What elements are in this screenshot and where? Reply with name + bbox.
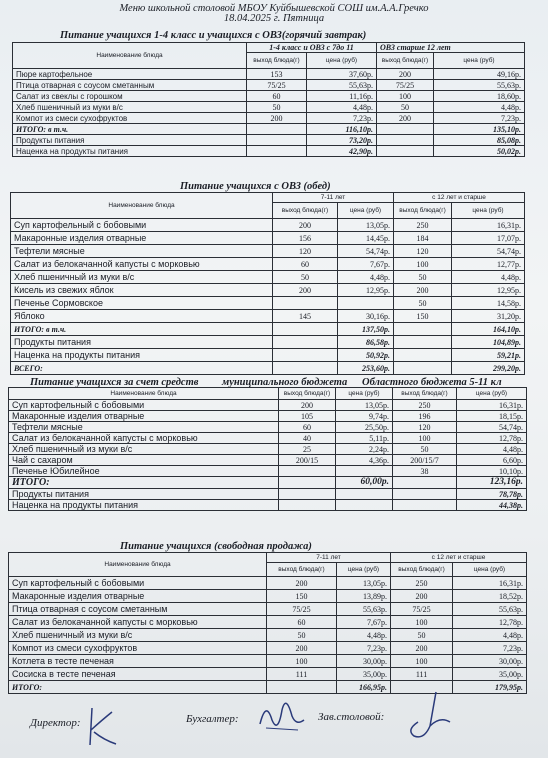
- portion-b: 200: [377, 69, 434, 80]
- portion-a: 200: [267, 642, 337, 655]
- price-b: 7,23р.: [434, 113, 525, 124]
- menu-item-row: [13, 113, 525, 124]
- products-row: Продукты питания 73,20р. 85,08р.: [13, 135, 525, 146]
- col-out-header: выход блюда(г): [377, 53, 434, 69]
- total-row: ИТОГО: в т.ч. 116,10р. 135,10р.: [13, 124, 525, 135]
- portion-a: 25: [279, 444, 336, 455]
- price-b: 49,16р.: [434, 69, 525, 80]
- dish-name: Хлеб пшеничный из муки в/с: [9, 444, 279, 455]
- dish-name: Макаронные изделия отварные: [9, 411, 279, 422]
- products-row: Продукты питания 86,58р. 104,89р.: [11, 336, 525, 349]
- menu-item-row: [11, 219, 525, 232]
- section-budget-municipal: муниципального бюджета: [222, 377, 348, 388]
- portion-a: 156: [273, 232, 338, 245]
- col-out-header: выход блюда(г): [267, 563, 337, 577]
- price-a: [336, 466, 393, 477]
- col-name-header: Наименование блюда: [11, 193, 273, 219]
- price-b: 10,10р.: [457, 466, 527, 477]
- portion-b: 50: [391, 629, 453, 642]
- menu-item-row: [13, 102, 525, 113]
- price-a: [338, 297, 394, 310]
- price-a: 9,74р.: [336, 411, 393, 422]
- price-a: 4,48р.: [337, 629, 391, 642]
- price-b: 12,78р.: [457, 433, 527, 444]
- price-b: 6,60р.: [457, 455, 527, 466]
- col-price-header: цена (руб): [307, 53, 377, 69]
- total-row: ИТОГО: 166,95р. 179,95р.: [9, 681, 527, 694]
- portion-a: 120: [273, 245, 338, 258]
- price-a: 13,05р.: [337, 577, 391, 590]
- portion-a: 200: [279, 400, 336, 411]
- school-name: Меню школьной столовой МБОУ Куйбышевской СОШ им.А.А.Гречко: [119, 3, 429, 14]
- group-b-header: с 12 лет и старше: [394, 193, 525, 203]
- price-a: 30,16р.: [338, 310, 394, 323]
- dish-name: Хлеб пшеничный из муки в/с: [13, 102, 247, 113]
- price-b: 30,00р.: [453, 655, 527, 668]
- price-b: 18,52р.: [453, 590, 527, 603]
- price-b: 17,07р.: [452, 232, 525, 245]
- price-b: 16,31р.: [453, 577, 527, 590]
- menu-item-row: [9, 433, 527, 444]
- portion-b: 250: [393, 400, 457, 411]
- portion-a: [273, 297, 338, 310]
- col-price-header: цена (руб): [452, 203, 525, 219]
- price-a: 37,60р.: [307, 69, 377, 80]
- col-price-header: цена (руб): [338, 203, 394, 219]
- portion-b: 120: [393, 422, 457, 433]
- price-a: 14,45р.: [338, 232, 394, 245]
- portion-b: 75/25: [377, 80, 434, 91]
- menu-item-row: [11, 245, 525, 258]
- portion-b: 50: [393, 444, 457, 455]
- menu-item-row: [11, 271, 525, 284]
- menu-item-row: [11, 310, 525, 323]
- portion-a: 145: [273, 310, 338, 323]
- price-b: 54,74р.: [457, 422, 527, 433]
- menu-item-row: [13, 80, 525, 91]
- dish-name: Тефтели мясные: [9, 422, 279, 433]
- price-b: 12,77р.: [452, 258, 525, 271]
- director-signature-label: Директор:: [30, 717, 81, 729]
- price-a: 2,24р.: [336, 444, 393, 455]
- portion-b: 38: [393, 466, 457, 477]
- dish-name: Печенье Сормовское: [11, 297, 273, 310]
- dish-name: Суп картофельный с бобовыми: [9, 577, 267, 590]
- price-a: 7,67р.: [337, 616, 391, 629]
- dish-name: Пюре картофельное: [13, 69, 247, 80]
- dish-name: Птица отварная с соусом сметанным: [13, 80, 247, 91]
- portion-b: 50: [394, 297, 452, 310]
- portion-b: 250: [391, 577, 453, 590]
- menu-item-row: [9, 411, 527, 422]
- portion-b: 100: [393, 433, 457, 444]
- portion-b: 75/25: [391, 603, 453, 616]
- price-a: 25,50р.: [336, 422, 393, 433]
- portion-a: 200: [273, 284, 338, 297]
- dish-name: Птица отварная с соусом сметанным: [9, 603, 267, 616]
- price-a: 4,36р.: [336, 455, 393, 466]
- dish-name: Кисель из свежих яблок: [11, 284, 273, 297]
- price-b: 12,78р.: [453, 616, 527, 629]
- portion-b: 196: [393, 411, 457, 422]
- price-b: 4,48р.: [457, 444, 527, 455]
- price-a: 11,16р.: [307, 91, 377, 102]
- menu-item-row: [9, 422, 527, 433]
- section-lunch-title: Питание учащихся с ОВЗ (обед): [180, 181, 331, 192]
- dish-name: Хлеб пшеничный из муки в/с: [11, 271, 273, 284]
- portion-b: 100: [391, 655, 453, 668]
- portion-b: 100: [394, 258, 452, 271]
- price-b: 18,15р.: [457, 411, 527, 422]
- price-b: 55,63р.: [434, 80, 525, 91]
- dish-name: Чай с сахаром: [9, 455, 279, 466]
- markup-row: Наценка на продукты питания 50,92р. 59,21р.: [11, 349, 525, 362]
- portion-b: 184: [394, 232, 452, 245]
- price-b: 7,23р.: [453, 642, 527, 655]
- menu-item-row: [9, 455, 527, 466]
- dish-name: Сосиска в тесте печеная: [9, 668, 267, 681]
- menu-date: 18.04.2025 г. Пятница: [223, 13, 325, 24]
- group-a-header: 7-11 лет: [267, 553, 391, 563]
- section-breakfast-title: Питание учащихся 1-4 класс и учащихся с ОВЗ(горячий завтрак): [60, 30, 367, 41]
- section-free-sale-title: Питание учащихся (свободная продажа): [120, 541, 312, 552]
- dish-name: Суп картофельный с бобовыми: [11, 219, 273, 232]
- price-a: 13,05р.: [338, 219, 394, 232]
- free-sale-table: [8, 552, 527, 694]
- price-a: 5,11р.: [336, 433, 393, 444]
- price-b: 4,48р.: [434, 102, 525, 113]
- menu-item-row: [9, 668, 527, 681]
- portion-a: 75/25: [267, 603, 337, 616]
- menu-item-row: [9, 400, 527, 411]
- portion-a: 200: [273, 219, 338, 232]
- portion-b: 200: [391, 642, 453, 655]
- portion-a: 60: [247, 91, 307, 102]
- price-a: 35,00р.: [337, 668, 391, 681]
- accountant-signature: [252, 690, 312, 740]
- price-a: 4,48р.: [338, 271, 394, 284]
- head-signature: [400, 686, 460, 746]
- price-a: 7,67р.: [338, 258, 394, 271]
- col-name-header: Наименование блюда: [13, 43, 247, 69]
- price-b: 31,20р.: [452, 310, 525, 323]
- portion-b: 100: [377, 91, 434, 102]
- menu-item-row: [9, 466, 527, 477]
- portion-a: 200/15: [279, 455, 336, 466]
- dish-name: Салат из белокачанной капусты с морковью: [9, 616, 267, 629]
- menu-item-row: [9, 444, 527, 455]
- accountant-signature-label: Бухгалтер:: [186, 713, 239, 725]
- portion-a: 200: [247, 113, 307, 124]
- dish-name: Тефтели мясные: [11, 245, 273, 258]
- price-b: 12,95р.: [452, 284, 525, 297]
- col-out-header: выход блюда(г): [273, 203, 338, 219]
- price-b: 35,00р.: [453, 668, 527, 681]
- portion-b: 120: [394, 245, 452, 258]
- group-a-header: 1-4 класс и ОВЗ с 7до 11: [247, 43, 377, 53]
- menu-item-row: [9, 616, 527, 629]
- dish-name: Салат из свеклы с горошком: [13, 91, 247, 102]
- portion-b: 250: [394, 219, 452, 232]
- breakfast-table: [12, 42, 525, 157]
- portion-a: 50: [247, 102, 307, 113]
- portion-a: 50: [273, 271, 338, 284]
- portion-a: 40: [279, 433, 336, 444]
- menu-item-row: [11, 232, 525, 245]
- price-a: 55,63р.: [307, 80, 377, 91]
- dish-name: Компот из смеси сухофруктов: [13, 113, 247, 124]
- group-b-header: ОВЗ старше 12 лет: [377, 43, 525, 53]
- dish-name: Компот из смеси сухофруктов: [9, 642, 267, 655]
- portion-a: 60: [279, 422, 336, 433]
- portion-a: 100: [267, 655, 337, 668]
- portion-a: 153: [247, 69, 307, 80]
- col-name-header: Наименование блюда: [9, 388, 279, 400]
- col-price-header: цена (руб): [434, 53, 525, 69]
- col-name-header: Наименование блюда: [9, 553, 267, 577]
- portion-a: 50: [267, 629, 337, 642]
- menu-item-row: [9, 577, 527, 590]
- portion-b: 200: [377, 113, 434, 124]
- portion-a: 111: [267, 668, 337, 681]
- menu-item-row: [9, 590, 527, 603]
- total-row: ИТОГО: в т.ч. 137,50р. 164,10р.: [11, 323, 525, 336]
- price-b: 16,31р.: [457, 400, 527, 411]
- menu-item-row: [9, 655, 527, 668]
- menu-item-row: [11, 284, 525, 297]
- portion-b: 50: [394, 271, 452, 284]
- portion-b: 50: [377, 102, 434, 113]
- price-b: 18,60р.: [434, 91, 525, 102]
- col-price-header: цена (руб): [453, 563, 527, 577]
- portion-a: 105: [279, 411, 336, 422]
- group-a-header: 7-11 лет: [273, 193, 394, 203]
- col-out-header: выход блюда(г): [391, 563, 453, 577]
- portion-a: 150: [267, 590, 337, 603]
- col-out-header: выход блюда(г): [279, 388, 336, 400]
- col-price-header: цена (руб): [337, 563, 391, 577]
- total-row: ИТОГО: 60,00р. 123,16р.: [9, 477, 527, 489]
- budget-table: [8, 387, 527, 511]
- group-b-header: с 12 лет и старше: [391, 553, 527, 563]
- menu-item-row: [13, 69, 525, 80]
- price-a: 13,89р.: [337, 590, 391, 603]
- price-a: 4,48р.: [307, 102, 377, 113]
- dish-name: Суп картофельный с бобовыми: [9, 400, 279, 411]
- portion-b: 100: [391, 616, 453, 629]
- price-b: 16,31р.: [452, 219, 525, 232]
- dish-name: Салат из белокачанной капусты с морковью: [9, 433, 279, 444]
- markup-row: Наценка на продукты питания 42,90р. 50,02р.: [13, 146, 525, 157]
- portion-b: 200/15/7: [393, 455, 457, 466]
- head-signature-label: Зав.столовой:: [318, 711, 385, 723]
- dish-name: Хлеб пшеничный из муки в/с: [9, 629, 267, 642]
- portion-b: 200: [394, 284, 452, 297]
- grand-total-row: ВСЕГО: 253,60р. 299,20р.: [11, 362, 525, 375]
- director-signature: [82, 700, 122, 750]
- col-out-header: выход блюда(г): [393, 388, 457, 400]
- price-b: 14,58р.: [452, 297, 525, 310]
- price-a: 55,63р.: [337, 603, 391, 616]
- menu-item-row: [9, 629, 527, 642]
- price-b: 55,63р.: [453, 603, 527, 616]
- portion-b: 150: [394, 310, 452, 323]
- portion-a: 60: [267, 616, 337, 629]
- portion-b: 111: [391, 668, 453, 681]
- col-price-header: цена (руб): [457, 388, 527, 400]
- price-a: 54,74р.: [338, 245, 394, 258]
- col-out-header: выход блюда(г): [394, 203, 452, 219]
- price-b: 4,48р.: [452, 271, 525, 284]
- portion-a: 75/25: [247, 80, 307, 91]
- price-a: 13,05р.: [336, 400, 393, 411]
- menu-item-row: [11, 258, 525, 271]
- price-a: 30,00р.: [337, 655, 391, 668]
- menu-item-row: [9, 603, 527, 616]
- menu-item-row: [13, 91, 525, 102]
- dish-name: Яблоко: [11, 310, 273, 323]
- col-out-header: выход блюда(г): [247, 53, 307, 69]
- price-b: 54,74р.: [452, 245, 525, 258]
- dish-name: Салат из белокачанной капусты с морковью: [11, 258, 273, 271]
- price-a: 12,95р.: [338, 284, 394, 297]
- col-price-header: цена (руб): [336, 388, 393, 400]
- products-row: Продукты питания 78,78р.: [9, 489, 527, 500]
- lunch-table: [10, 192, 525, 375]
- price-a: 7,23р.: [307, 113, 377, 124]
- price-a: 7,23р.: [337, 642, 391, 655]
- section-budget-title: Питание учащихся за счет средств: [30, 377, 199, 388]
- dish-name: Макаронные изделия отварные: [9, 590, 267, 603]
- price-b: 4,48р.: [453, 629, 527, 642]
- menu-item-row: [9, 642, 527, 655]
- section-budget-regional: Областного бюджета 5-11 кл: [362, 377, 502, 388]
- dish-name: Макаронные изделия отварные: [11, 232, 273, 245]
- dish-name: Котлета в тесте печеная: [9, 655, 267, 668]
- portion-a: 60: [273, 258, 338, 271]
- portion-b: 200: [391, 590, 453, 603]
- dish-name: Печенье Юбилейное: [9, 466, 279, 477]
- portion-a: [279, 466, 336, 477]
- markup-row: Наценка на продукты питания 44,38р.: [9, 500, 527, 511]
- menu-item-row: [11, 297, 525, 310]
- portion-a: 200: [267, 577, 337, 590]
